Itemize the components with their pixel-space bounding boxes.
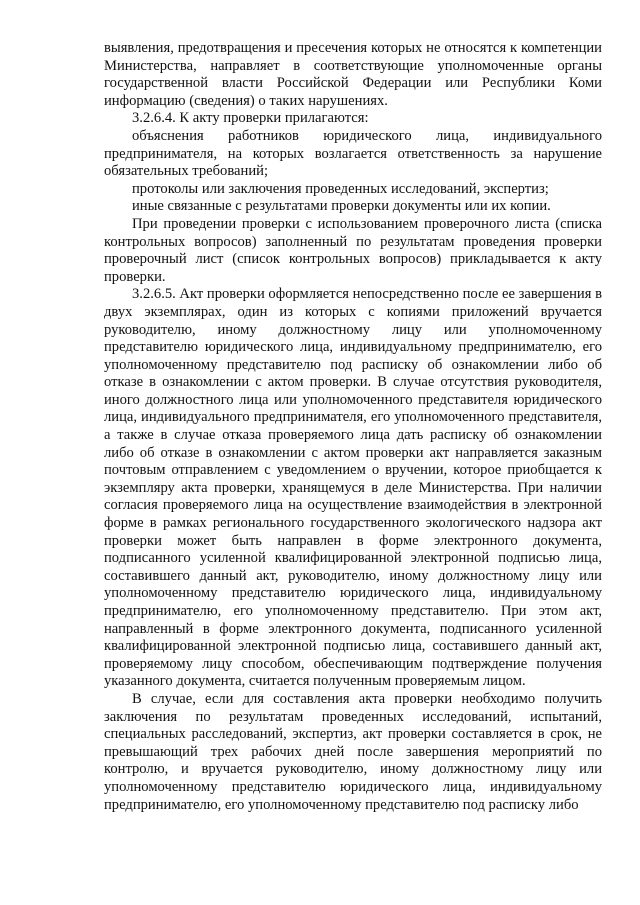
paragraph-3: объяснения работников юридического лица, индивидуального предпринимателя, на которых возлагается ответственность за нарушение обязательных требований; — [104, 127, 602, 180]
paragraph-5: иные связанные с результатами проверки документы или их копии. — [132, 198, 551, 215]
paragraph-8: В случае, если для составления акта проверки необходимо получить заключения по результатам проведенных исследований, испытаний, специальных расследований, экспертиз, акт проверки составляется в срок, не превышающий трех рабочих дней после завершения мероприятий по контролю, и вручается руководителю, иному должностному лицу или уполномоченному представителю юридического лица, индивидуальному предпринимателю, его уполномоченному представителю под расписку либо — [104, 690, 602, 813]
paragraph-6: При проведении проверки с использованием проверочного листа (списка контрольных вопросов) заполненный по результатам проведения проверки проверочный лист (список контрольных вопросов) прикладывается к акту проверки. — [104, 215, 602, 285]
paragraph-1: выявления, предотвращения и пресечения которых не относятся к компетенции Министерства, направляет в соответствующие уполномоченные органы государственной власти Российской Федерации или Республики Коми информацию (сведения) о таких нарушениях. — [104, 40, 602, 109]
paragraph-7: 3.2.6.5. Акт проверки оформляется непосредственно после ее завершения в двух экземплярах, один из которых с копиями приложений вручается руководителю, иному должностному лицу или уполномоченному представителю юридического лица, индивидуальному предпринимателю, его уполномоченному представителю под расписку об ознакомлении либо об отказе в ознакомлении с актом проверки. В случае отсутствия руководителя, иного должностного лица или уполномоченного представителя юридического лица, индивидуального предпринимателя, его уполномоченного представителя, а также в случае отказа проверяемого лица дать расписку об ознакомлении либо об отказе в ознакомлении с актом проверки акт направляется заказным почтовым отправлением с уведомлением о вручении, которое приобщается к экземпляру акта проверки, хранящемуся в деле Министерства. При наличии согласия проверяемого лица на осуществление взаимодействия в электронной форме в рамках регионального государственного экологического надзора акт проверки может быть направлен в форме электронного документа, подписанного усиленной квалифицированной электронной подписью лица, составившего данный акт, руководителю, иному должностному лицу или уполномоченному представителю юридического лица, индивидуальному предпринимателю, его уполномоченному представителю. При этом акт, направленный в форме электронного документа, подписанного усиленной квалифицированной электронной подписью лица, составившего данный акт, проверяемому лицу способом, обеспечивающим подтверждение получения указанного документа, считается полученным проверяемым лицом. — [104, 286, 602, 690]
paragraph-4: протоколы или заключения проведенных исследований, экспертиз; — [132, 180, 549, 197]
paragraph-2: 3.2.6.4. К акту проверки прилагаются: — [132, 110, 369, 127]
